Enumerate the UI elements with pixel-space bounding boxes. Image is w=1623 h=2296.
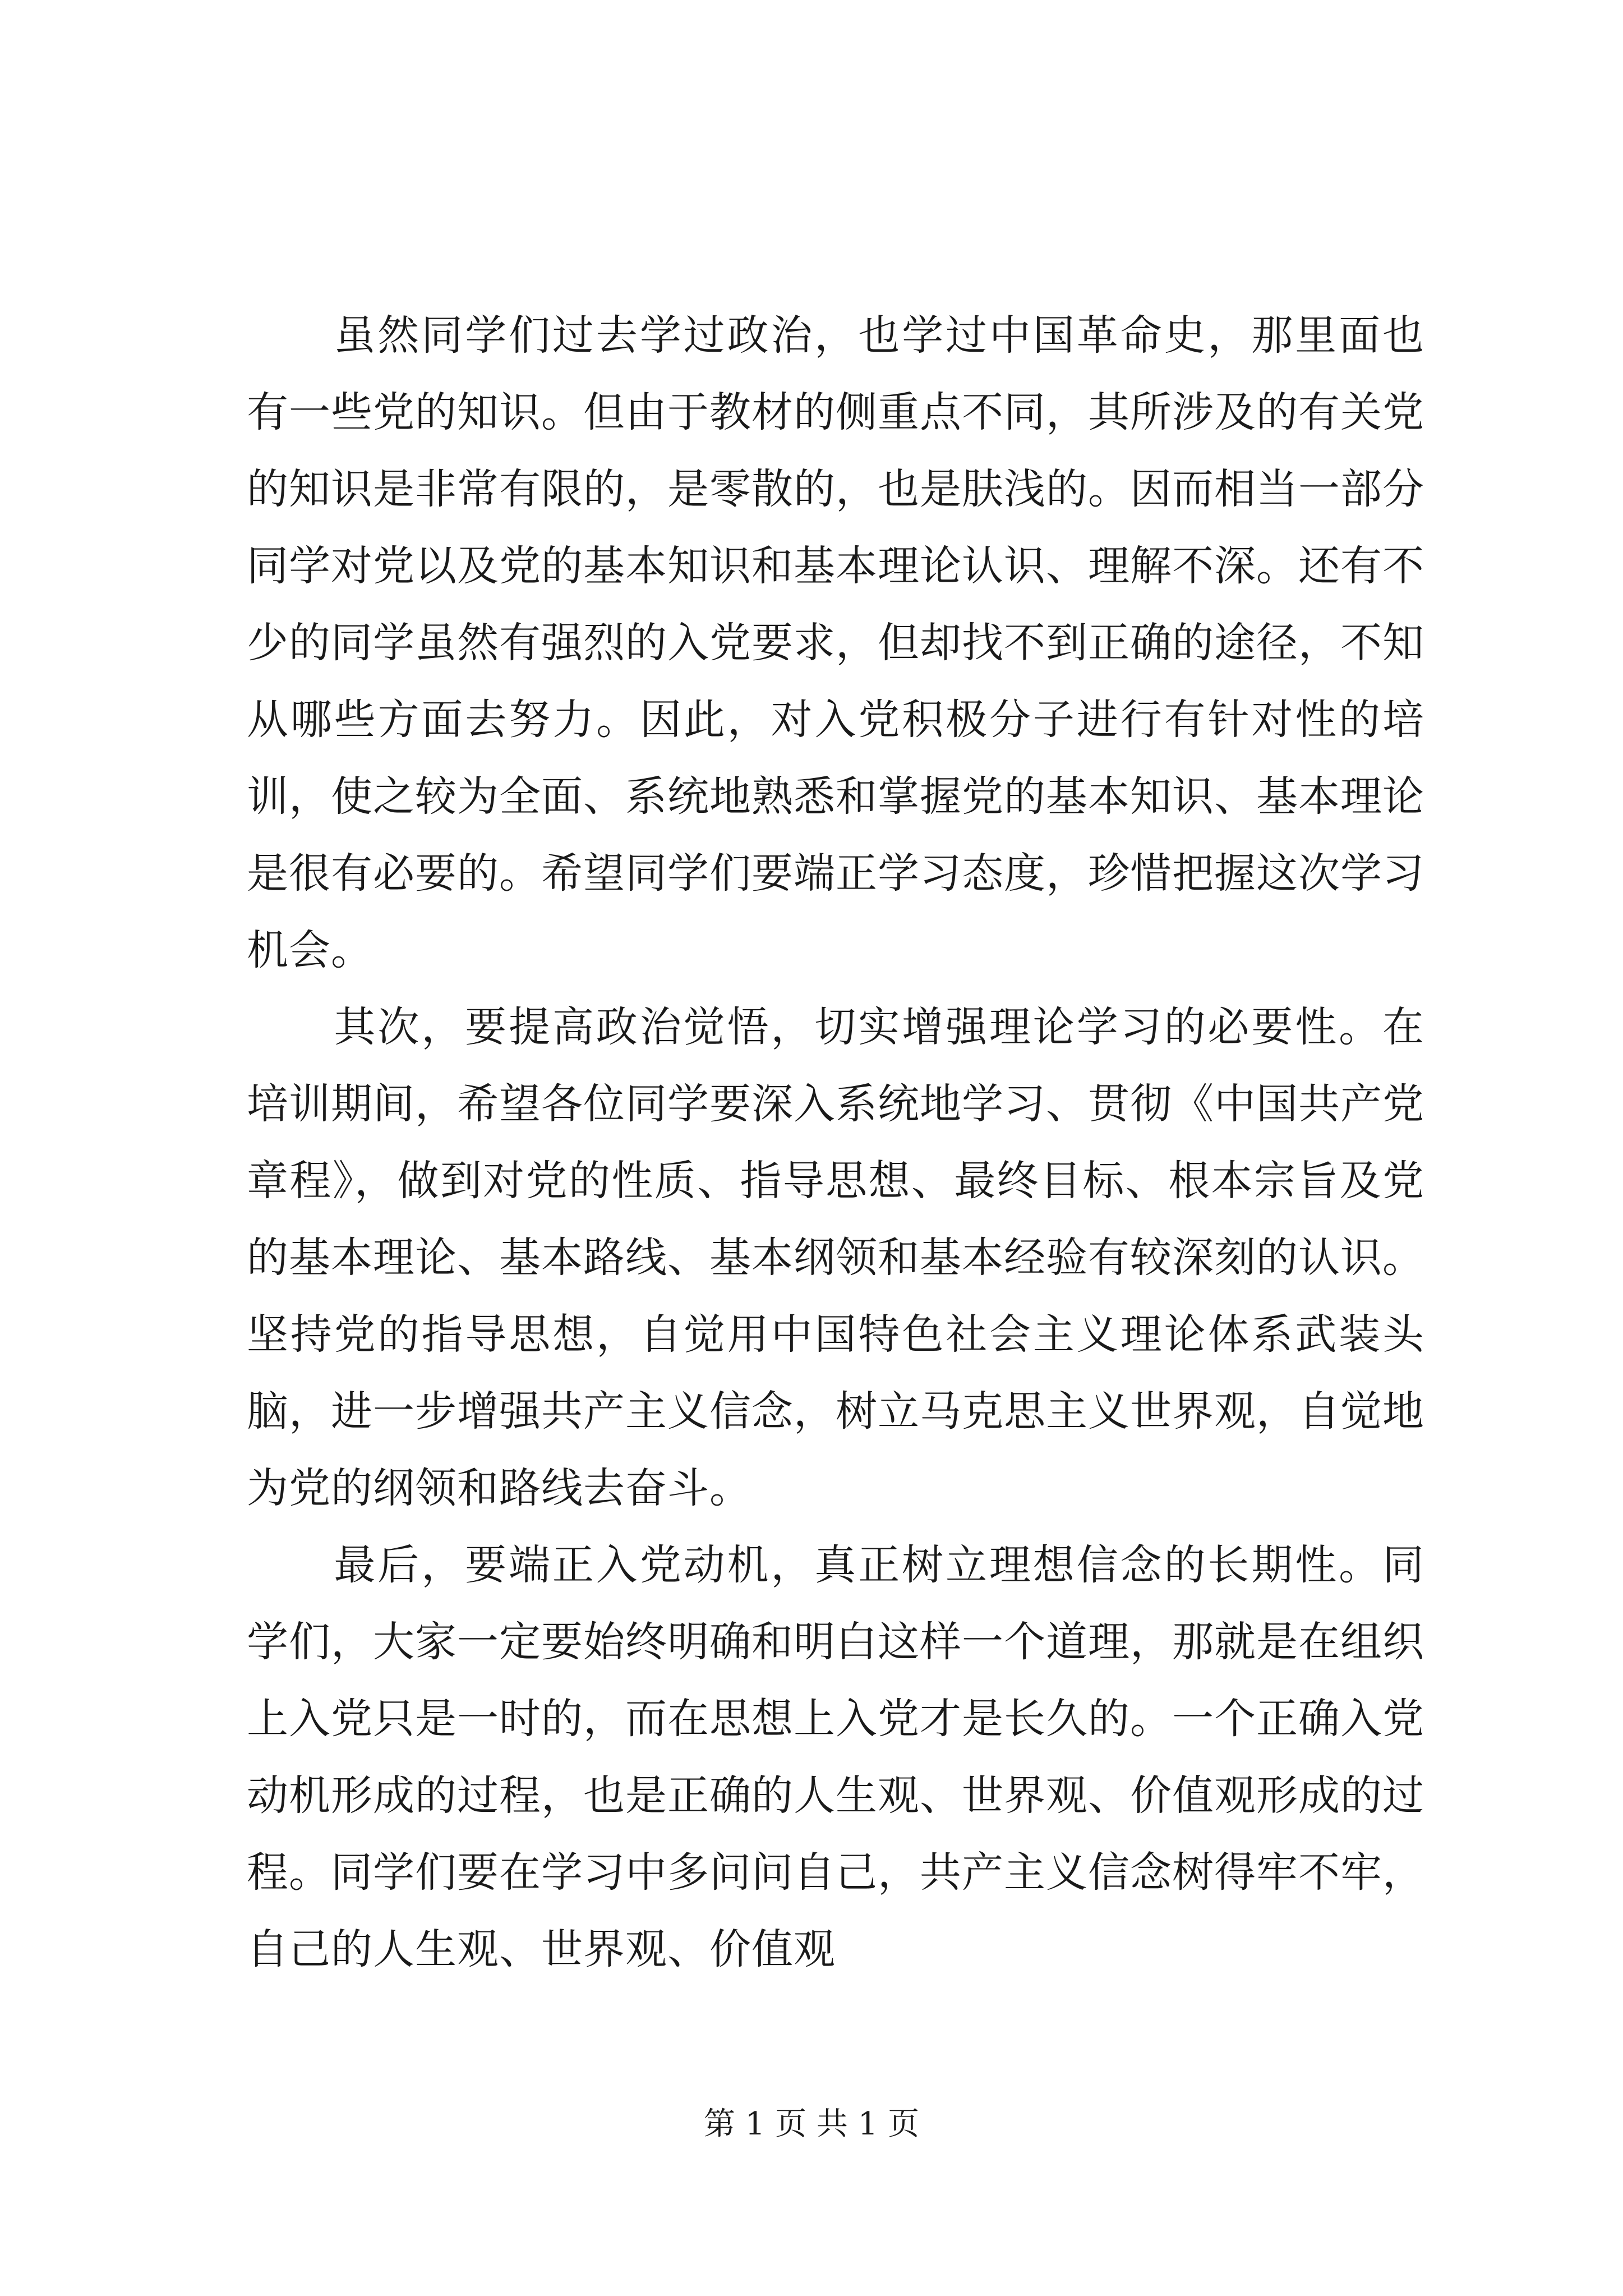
paragraph-3: 最后，要端正入党动机，真正树立理想信念的长期性。同学们，大家一定要始终明确和明白这样一个道理，那就是在组织上入党只是一时的，而在思想上入党才是长久的。一个正确入党动机形成的过程，也是正确的人生观、世界观、价值观形成的过程。同学们要在学习中多问问自己，共产主义信念树得牢不牢，自己的人生观、世界观、价值观 xyxy=(247,1541,1424,1973)
document-body xyxy=(247,297,1424,1988)
paragraph-1: 虽然同学们过去学过政治，也学过中国革命史，那里面也有一些党的知识。但由于教材的侧重点不同，其所涉及的有关党的知识是非常有限的，是零散的，也是肤浅的。因而相当一部分同学对党以及党的基本知识和基本理论认识、理解不深。还有不少的同学虽然有强烈的入党要求，但却找不到正确的途径，不知从哪些方面去努力。因此，对入党积极分子进行有针对性的培训，使之较为全面、系统地熟悉和掌握党的基本知识、基本理论是很有必要的。希望同学们要端正学习态度，珍惜把握这次学习机会。 xyxy=(247,311,1424,974)
paragraph-2: 其次，要提高政治觉悟，切实增强理论学习的必要性。在培训期间，希望各位同学要深入系统地学习、贯彻《中国共产党章程》，做到对党的性质、指导思想、最终目标、根本宗旨及党的基本理论、基本路线、基本纲领和基本经验有较深刻的认识。坚持党的指导思想，自觉用中国特色社会主义理论体系武装头脑，进一步增强共产主义信念，树立马克思主义世界观，自觉地为党的纲领和路线去奋斗。 xyxy=(247,1003,1424,1512)
page-footer: 第 1 页 共 1 页 xyxy=(703,2106,920,2142)
